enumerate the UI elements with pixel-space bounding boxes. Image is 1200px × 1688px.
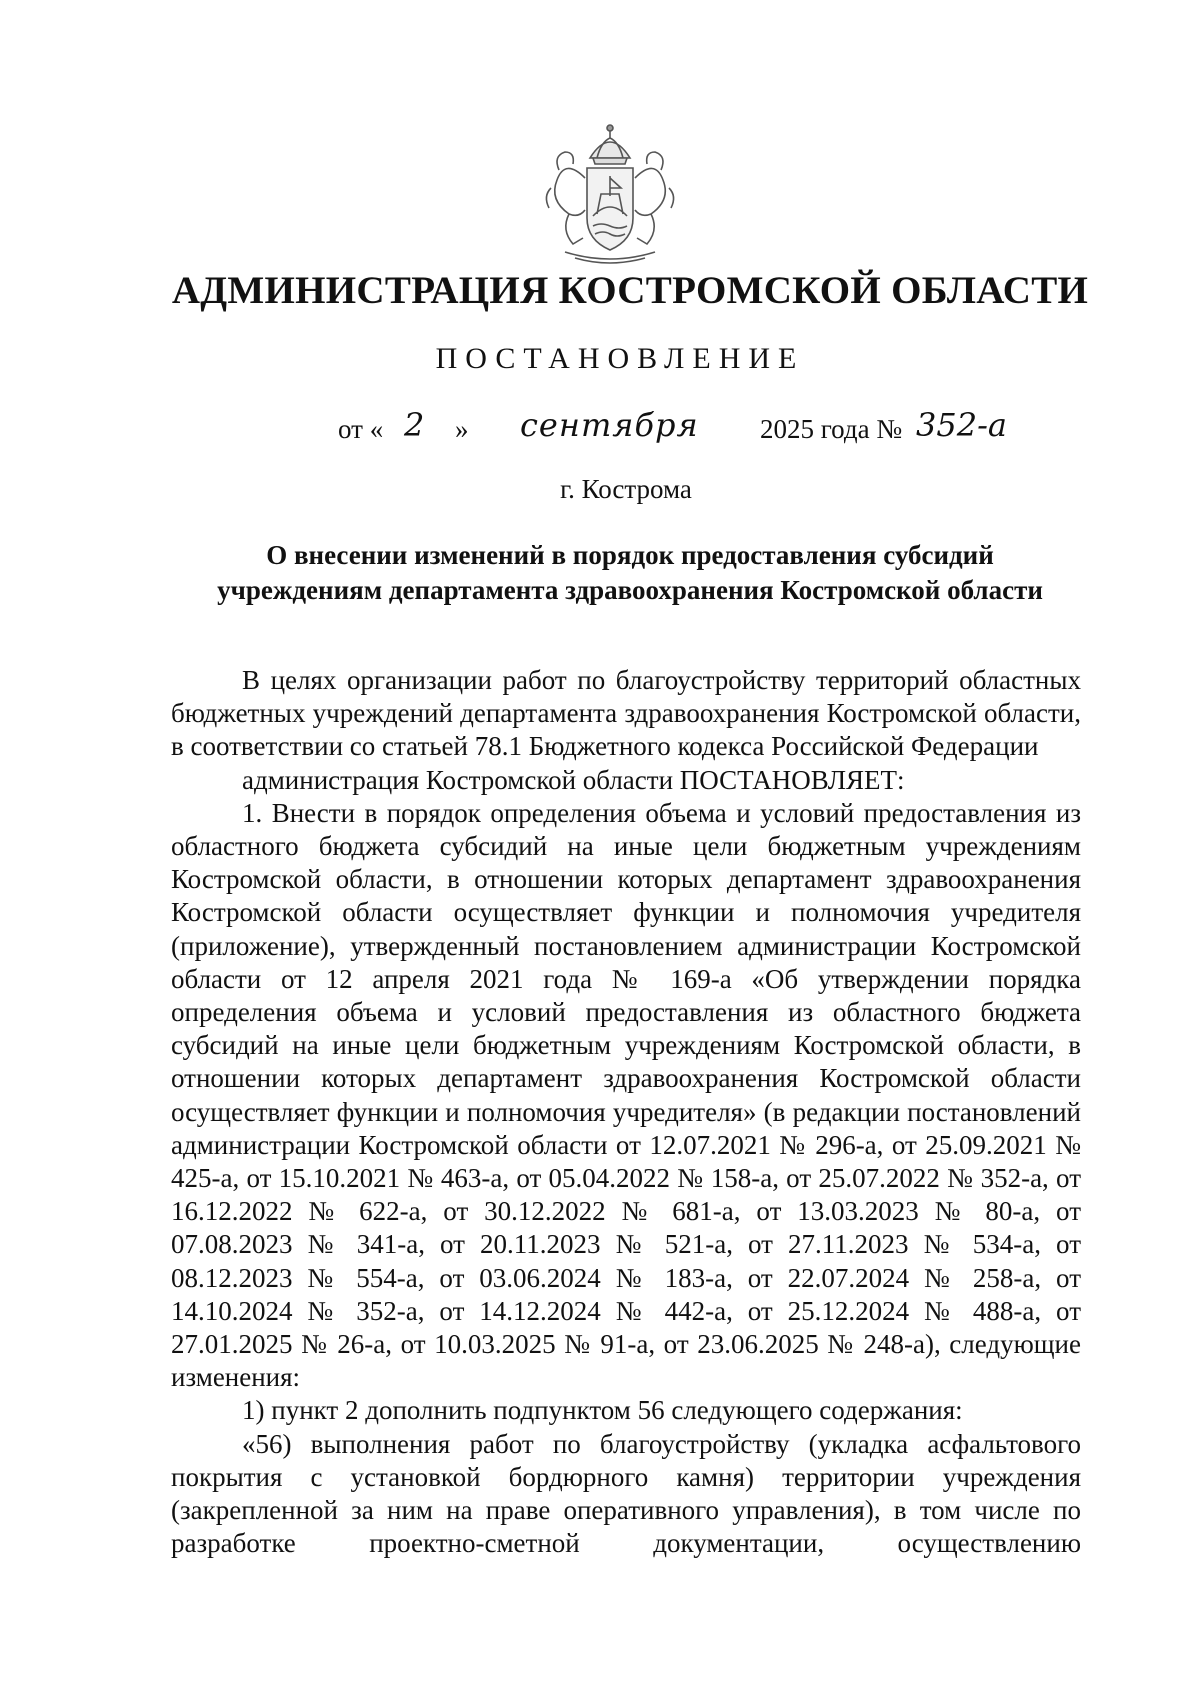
date-prefix: от « [338, 414, 384, 444]
title-line-2: учреждениям департамента здравоохранения Костромской области [217, 575, 1043, 605]
paragraph-subitem-56: «56) выполнения работ по благоустройству (укладка асфальтового покрытия с установкой бордюрного камня) территории учреждения (закрепленной за ним на праве оперативного управления), в том числе по разработке проектно-сметной документации, осуществлению [171, 1428, 1081, 1559]
date-suffix: » [455, 414, 469, 444]
date-day-handwritten: 2 [404, 406, 425, 444]
paragraph-preamble: В целях организации работ по благоустройству территорий областных бюджетных учреждений департамента здравоохранения Костромской области, в соответствии со статьей 78.1 Бюджетного кодекса Российской Федерации [171, 665, 1081, 762]
date-year-text: 2025 года № [760, 414, 903, 444]
paragraph-resolves: администрация Костромской области ПОСТАНОВЛЯЕТ: [242, 764, 905, 795]
coat-of-arms-emblem [535, 118, 685, 268]
city-name: г. Кострома [560, 474, 692, 504]
paragraph-subitem-1: 1) пункт 2 дополнить подпунктом 56 следующего содержания: [242, 1395, 963, 1426]
organization-name: АДМИНИСТРАЦИЯ КОСТРОМСКОЙ ОБЛАСТИ [171, 269, 1089, 312]
date-line [0, 406, 1200, 460]
document-body [171, 664, 1081, 1560]
document-number-handwritten: 352-а [916, 406, 1007, 444]
document-type: ПОСТАНОВЛЕНИЕ [435, 342, 805, 375]
paragraph-item-1: 1. Внести в порядок определения объема и условий предоставления из областного бюджета субсидий на иные цели бюджетным учреждениям Костромской области, в отношении которых департамент здравоохранения Костромской области осуществляет функции и полномочия учредителя (приложение), утвержденный постановлением администрации Костромской области от 12 апреля 2021 года № 169-а «Об утверждении порядка определения объема и условий предоставления из областного бюджета субсидий на иные цели бюджетным учреждениям Костромской области, в отношении которых департамент здравоохранения Костромской области осуществляет функции и полномочия учредителя» (в редакции постановлений администрации Костромской области от 12.07.2021 № 296-а, от 25.09.2021 № 425-а, от 15.10.2021 № 463-а, от 05.04.2022 № 158-а, от 25.07.2022 № 352-а, от 16.12.2022 № 622-а, от 30.12.2022 № 681-а, от 13.03.2023 № 80-а, от 07.08.2023 № 341-а, от 20.11.2023 № 521-а, от 27.11.2023 № 534-а, от 08.12.2023 № 554-а, от 03.06.2024 № 183-а, от 22.07.2024 № 258-а, от 14.10.2024 № 352-а, от 14.12.2024 № 442-а, от 25.12.2024 № 488-а, от 27.01.2025 № 26-а, от 10.03.2025 № 91-а, от 23.06.2025 № 248-а), следующие изменения: [171, 797, 1081, 1393]
title-line-1: О внесении изменений в порядок предоставления субсидий [266, 540, 994, 570]
date-month-handwritten: сентября [520, 406, 699, 444]
document-title [150, 538, 1110, 608]
